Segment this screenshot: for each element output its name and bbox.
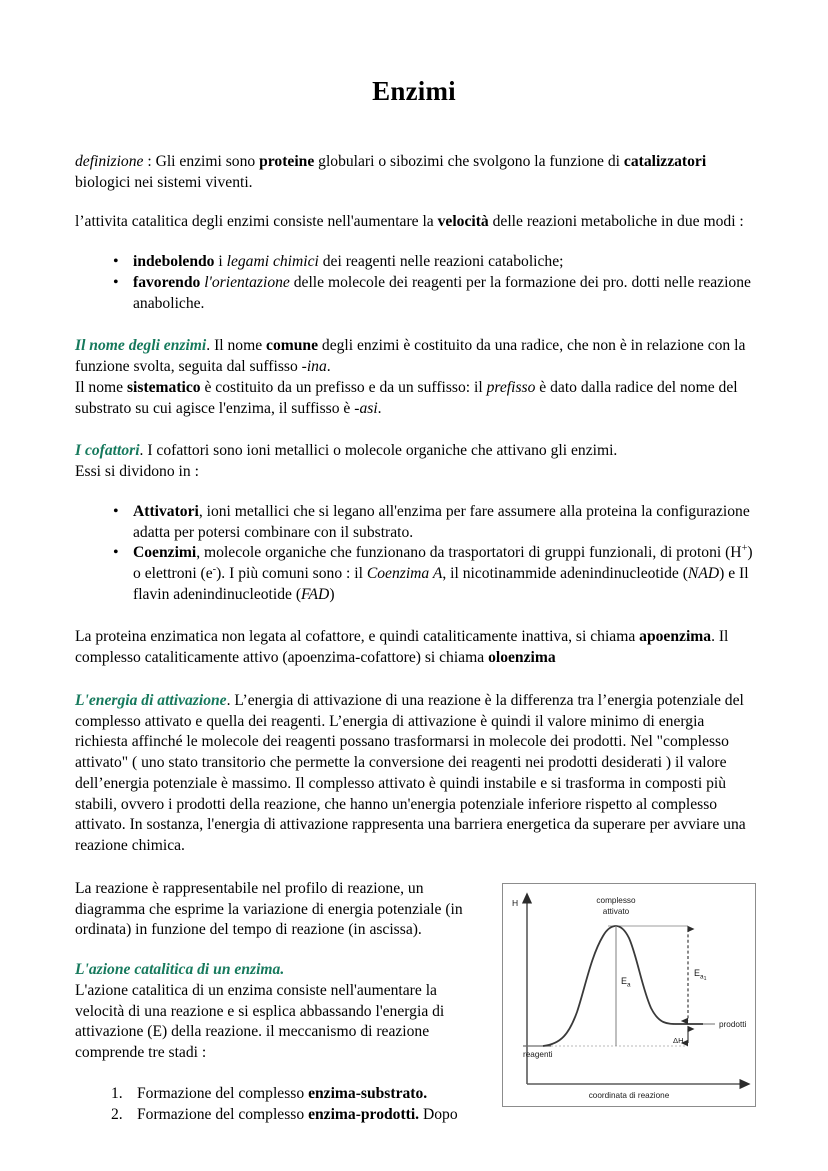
paragraph-nome-enzimi <box>75 336 756 419</box>
apoenzima-bold-oloenzima: oloenzima <box>488 649 556 667</box>
nome-bold-comune: comune <box>266 337 319 355</box>
bullet-bold-attivatori: Attivatori <box>133 502 199 520</box>
list-stadi-reazione <box>75 1083 756 1125</box>
paragraph-attivita-catalitica <box>75 212 756 233</box>
list-modi-azione <box>75 252 756 314</box>
energy-profile-svg <box>503 884 755 1106</box>
y-axis-label: H <box>512 897 519 908</box>
attivita-bold-velocita: velocità <box>437 213 489 231</box>
cofattori-text-1: . I cofattori sono ioni metallici o molecole organiche che attivano gli enzimi. <box>139 442 618 460</box>
paragraph-definizione <box>75 152 756 193</box>
x-axis-label: coordinata di reazione <box>588 1090 670 1100</box>
list-item <box>133 543 756 605</box>
step-text-1: Formazione del complesso <box>137 1084 309 1102</box>
superscript-electron-charge: - <box>212 563 217 575</box>
bullet-text-2: dei reagenti nelle reazioni cataboliche; <box>318 253 564 271</box>
document-body <box>0 107 828 1125</box>
definizione-label: definizione <box>75 153 144 170</box>
energy-curve <box>543 926 703 1046</box>
reagents-label: reagenti <box>523 1049 553 1059</box>
heading-energia-attivazione: L'energia di attivazione <box>75 691 227 709</box>
definizione-text-2: globulari o sibozimi che svolgono la funzione di <box>314 153 624 170</box>
bullet-text-attivatori: , ioni metallici che si legano all'enzima per fare assumere alla proteina la configurazione adatta per potersi combinare con il substrato. <box>133 502 750 541</box>
bullet-text-4: , il nicotinammide adenindinucleotide ( <box>442 565 688 583</box>
products-label: prodotti <box>719 1019 747 1029</box>
attivita-text-1: l’attivita catalitica degli enzimi consiste nell'aumentare la <box>75 213 438 231</box>
superscript-proton-charge: + <box>741 543 748 555</box>
nome-text-3: . <box>326 358 331 376</box>
italic-fad: FAD <box>301 585 330 603</box>
bullet-bold-favorendo: favorendo <box>133 273 201 291</box>
step-text-2: Dopo <box>419 1105 458 1123</box>
nome-bold-sistematico: sistematico <box>126 378 201 396</box>
nome-line2-text-3: è dato dalla radice del nome del substrato su cui agisce l'enzima, il suffisso è <box>75 378 738 417</box>
step-bold-enzima-prodotti: enzima-prodotti. <box>308 1105 420 1123</box>
nome-line2-text-2: è costituito da un prefisso e da un suffisso: il <box>200 378 487 396</box>
apoenzima-bold-apoenzima: apoenzima <box>639 628 712 646</box>
bullet-bold-indebolendo: indebolendo <box>133 253 215 271</box>
step-text-1: Formazione del complesso <box>137 1105 309 1123</box>
bullet-bold-coenzimi: Coenzimi <box>133 544 197 562</box>
nome-italic-asi: -asi <box>354 399 378 417</box>
apoenzima-text-1: La proteina enzimatica non legata al cofattore, e quindi cataliticamente inattiva, si chiama <box>75 628 640 646</box>
definizione-bold-catalizzatori: catalizzatori <box>623 153 707 170</box>
transition-state-label-line2: attivato <box>602 906 630 916</box>
list-item <box>137 1104 756 1125</box>
bullet-text-1: i <box>214 253 227 271</box>
italic-coenzima-a: Coenzima A <box>366 565 443 583</box>
definizione-text-3: biologici nei sistemi viventi. <box>75 173 253 191</box>
bullet-text-6: ) <box>329 585 335 603</box>
paragraph-profilo-reazione: La reazione è rappresentabile nel profilo di reazione, un diagramma che esprime la variazione di energia potenziale (in ordinata) in funzione del tempo di reazione (in ascissa). <box>75 879 463 939</box>
nome-text-1: . Il nome <box>206 337 267 355</box>
paragraph-cofattori <box>75 441 756 482</box>
paragraph-energia-attivazione <box>75 691 756 857</box>
bullet-italic-legami-chimici: legami chimici <box>226 253 319 271</box>
nome-line2-text-1: Il nome <box>75 378 127 396</box>
definizione-separator: : <box>143 153 156 170</box>
transition-state-label-line1: complesso <box>596 895 636 905</box>
paragraph-apoenzima <box>75 627 756 668</box>
energy-profile-diagram <box>502 883 756 1107</box>
bullet-text-2: ) o elettroni (e <box>133 544 753 583</box>
attivita-text-2: delle reazioni metaboliche in due modi : <box>488 213 744 231</box>
bullet-text-2: delle molecole dei reagenti per la formazione dei pro. dotti nelle reazione anaboliche. <box>133 273 751 312</box>
ea-forward-label: $E_a$ <box>621 975 631 989</box>
nome-italic-ina: -ina <box>301 358 327 376</box>
page-title: Enzimi <box>372 76 456 106</box>
apoenzima-text-2: . Il complesso cataliticamente attivo (apoenzima-cofattore) si chiama <box>75 628 729 667</box>
heading-azione-catalitica: L'azione catalitica di un enzima. <box>75 961 285 979</box>
list-item <box>137 1083 756 1104</box>
bullet-text-1: , molecole organiche che funzionano da trasportatori di gruppi funzionali, di protoni (H <box>196 544 742 562</box>
bullet-italic-orientazione: l'orientazione <box>204 273 290 291</box>
bullet-text-5: ) e Il flavin adenindinucleotide ( <box>133 565 749 603</box>
cofattori-text-2: Essi si dividono in : <box>75 463 199 481</box>
step-bold-enzima-substrato: enzima-substrato. <box>308 1084 428 1102</box>
list-item <box>133 252 756 273</box>
energia-attivazione-text: . L’energia di attivazione di una reazione è la differenza tra l’energia potenziale del complesso attivato e quella dei reagenti. L’energia di attivazione è quindi il valore minimo di energia richiesta affinché le molecole dei reagenti possano trasformarsi in molecole dei prodotti. Nel "complesso attivato" ( uno stato transitorio che permette la conversione dei reagenti nei prodotti desiderati ) il valore dell’energia potenziale è massimo. Il complesso attivato è quindi instabile e si trasforma in composti più stabili, ovvero i prodotti della reazione, che hanno un'energia potenziale inferiore rispetto al complesso attivato. In sostanza, l'energia di attivazione rappresenta una barriera energetica da superare per avviare una reazione chimica. <box>75 691 746 855</box>
italic-nad: NAD <box>687 565 720 583</box>
definizione-bold-proteine: proteine <box>259 153 315 170</box>
nome-text-2: degli enzimi è costituito da una radice, che non è in relazione con la funzione svolta, seguita dal suffisso <box>75 337 746 376</box>
definizione-text-1: Gli enzimi sono <box>155 153 260 170</box>
nome-italic-prefisso: prefisso <box>486 378 536 396</box>
diagram-text-flow <box>75 879 756 1125</box>
delta-h-label: ΔH <box>673 1035 684 1045</box>
heading-nome-enzimi: Il nome degli enzimi <box>75 337 207 355</box>
bullet-text-3: ). I più comuni sono : il <box>216 565 367 583</box>
ea-reverse-label: $E_a1$ <box>694 967 707 983</box>
list-cofattori <box>75 502 756 606</box>
nome-line2-text-4: . <box>377 399 382 417</box>
heading-cofattori: I cofattori <box>75 442 140 460</box>
azione-catalitica-text: L'azione catalitica di un enzima consiste nell'aumentare la velocità di una reazione e si esplica abbassando l'energia di attivazione (E) della reazione. il meccanismo di reazione comprende tre stadi : <box>75 981 445 1061</box>
list-item <box>133 273 756 314</box>
list-item <box>133 502 756 543</box>
